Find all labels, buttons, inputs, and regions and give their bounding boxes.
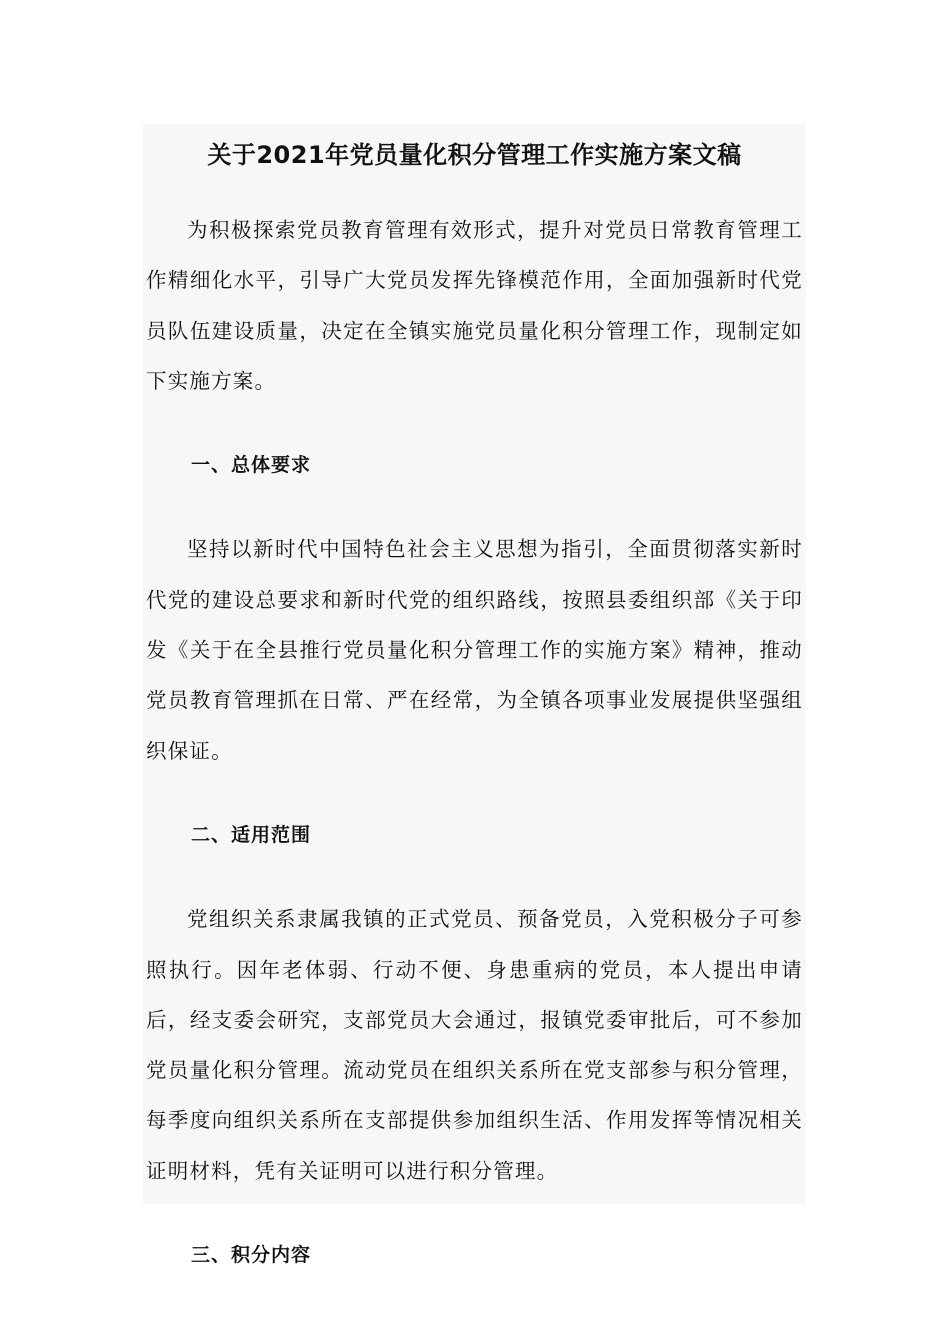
intro-paragraph: 为积极探索党员教育管理有效形式，提升对党员日常教育管理工作精细化水平，引导广大党员发挥先锋模范作用，全面加强新时代党员队伍建设质量，决定在全镇实施党员量化积分管理工作，现制定如下实施方案。 [146,218,803,393]
paragraph-gap [146,776,803,810]
paragraph-gap [146,490,803,524]
paragraph-gap [146,860,803,894]
paragraph-gap [146,406,803,440]
section-heading-points-content: 三、积分内容 [191,1244,312,1267]
section-body-general-requirements: 坚持以新时代中国特色社会主义思想为指引，全面贯彻落实新时代党的建设总要求和新时代党的组织路线，按照县委组织部《关于印发《关于在全县推行党员量化积分管理工作的实施方案》精神，推动党员教育管理抓在日常、严在经常，为全镇各项事业发展提供坚强组织保证。 [146,537,803,763]
document-body [143,124,806,1280]
paragraph-gap [146,1196,803,1230]
section-heading-general-requirements: 一、总体要求 [191,454,312,477]
section-body-scope: 党组织关系隶属我镇的正式党员、预备党员，入党积极分子可参照执行。因年老体弱、行动不便、身患重病的党员，本人提出申请后，经支委会研究，支部党员大会通过，报镇党委审批后，可不参加党员量化积分管理。流动党员在组织关系所在党支部参与积分管理，每季度向组织关系所在支部提供参加组织生活、作用发挥等情况相关证明材料，凭有关证明可以进行积分管理。 [146,907,803,1183]
section-heading-scope: 二、适用范围 [191,823,312,846]
document-title: 关于2021年党员量化积分管理工作实施方案文稿 [207,141,742,169]
